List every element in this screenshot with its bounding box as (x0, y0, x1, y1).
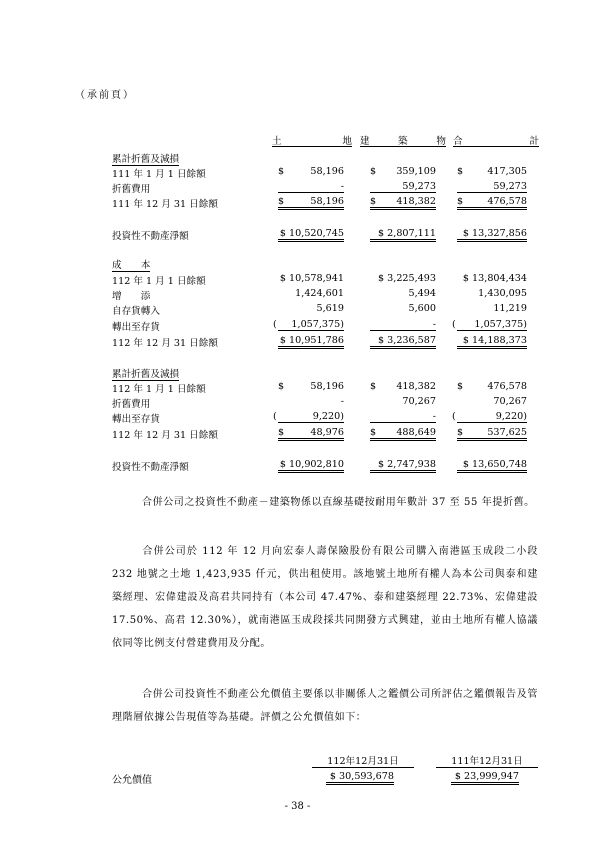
paragraph-depreciation-method: 合併公司之投資性不動產－建築物係以直線基礎按耐用年數計 37 至 55 年提折舊。 (142, 497, 535, 508)
section-title-accumulated-depreciation-112: 累計折舊及減損 (112, 366, 179, 381)
paragraph-land-purchase: 合併公司於 112 年 12 月向宏泰人壽保險股份有限公司購入南港區玉成段二小段 232 地號之土地 1,423,935 仟元，供出租使用。該地號土地所有權人為本公司與泰和建築經理、宏偉建設及高君共同持有（本公司 47.47%、泰和建築經理 22.73%、宏偉建設 17.50%、高君 12.30%），就南港區玉成段採共同開發方式興建，並由土地所有權人協議依同等比例支付營建費用及分配。 (112, 546, 538, 649)
header-building: 建 築 物 (360, 133, 446, 147)
continued-note: （承前頁） (75, 90, 135, 101)
page-number: - 38 - (284, 801, 311, 812)
header-total: 合 計 (453, 133, 539, 147)
fair-value-header-2022: 111年12月31日 (436, 753, 538, 768)
header-land: 土 地 (272, 133, 352, 147)
section-title-accumulated-depreciation-111: 累計折舊及減損 (112, 151, 179, 166)
section-title-cost: 成 本 (112, 257, 150, 272)
fair-value-label: 公允價值 (112, 775, 152, 786)
fair-value-2022: $ 23,999,947 (451, 771, 519, 785)
fair-value-header-2023: 112年12月31日 (312, 753, 414, 768)
fair-value-2023: $ 30,593,678 (326, 771, 394, 785)
paragraph-fair-value-basis: 合併公司投資性不動產公允價值主要係以非關係人之鑑價公司所評估之鑑價報告及管理階層依據公告現值等為基礎。評價之公允價值如下： (112, 689, 538, 723)
